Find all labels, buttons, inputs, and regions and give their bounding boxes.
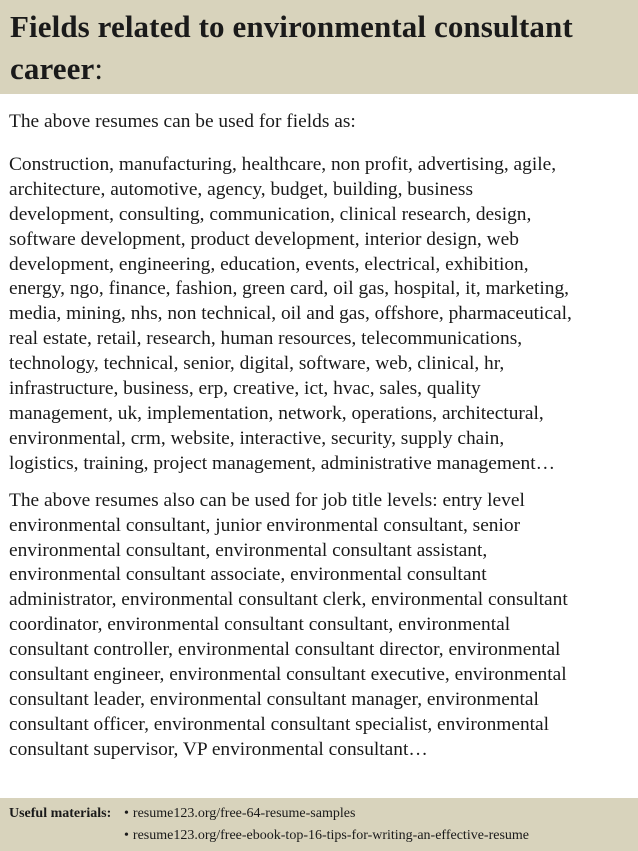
fields-line: media, mining, nhs, non technical, oil and gas, offshore, pharmaceutical, [9, 303, 572, 325]
fields-line: infrastructure, business, erp, creative, ict, hvac, sales, quality [9, 378, 481, 400]
fields-line: logistics, training, project management, administrative management… [9, 452, 556, 474]
useful-materials-footer [0, 798, 638, 851]
fields-line: Construction, manufacturing, healthcare, non profit, advertising, agile, [9, 153, 557, 175]
page-title-colon: : [94, 51, 104, 86]
resume-samples-link[interactable]: resume123.org/free-64-resume-samples [132, 806, 356, 821]
page-title [10, 6, 630, 90]
fields-line: environmental, crm, website, interactive, security, supply chain, [9, 427, 505, 449]
job-levels-paragraph [9, 489, 633, 763]
footer-link-item [124, 827, 529, 845]
job-levels-line: consultant officer, environmental consultant specialist, environmental [9, 713, 550, 735]
page-title-text: Fields related to environmental consultant career [10, 9, 573, 86]
fields-line: development, consulting, communication, clinical research, design, [9, 203, 532, 225]
job-levels-line: consultant supervisor, VP environmental consultant… [9, 738, 428, 760]
useful-materials-label [9, 805, 111, 823]
fields-line: development, engineering, education, events, electrical, exhibition, [9, 253, 529, 275]
job-levels-line: environmental consultant, environmental consultant assistant, [9, 539, 488, 561]
useful-materials-label-text: Useful materials [9, 806, 107, 821]
job-levels-line: The above resumes also can be used for job title levels: entry level [9, 489, 525, 511]
job-levels-line: consultant engineer, environmental consultant executive, environmental [9, 664, 567, 686]
title-band [0, 0, 638, 94]
job-levels-line: administrator, environmental consultant clerk, environmental consultant [9, 589, 568, 611]
job-levels-line: consultant controller, environmental consultant director, environmental [9, 639, 561, 661]
fields-line: real estate, retail, research, human resources, telecommunications, [9, 328, 523, 350]
main-content [9, 110, 633, 763]
useful-materials-label-colon: : [106, 806, 112, 821]
fields-line: energy, ngo, finance, fashion, green card, oil gas, hospital, it, marketing, [9, 278, 570, 300]
job-levels-line: consultant leader, environmental consultant manager, environmental [9, 688, 539, 710]
bullet-icon: • [124, 806, 129, 821]
fields-line: management, uk, implementation, network, operations, architectural, [9, 402, 544, 424]
ebook-tips-link[interactable]: resume123.org/free-ebook-top-16-tips-for-writing-an-effective-resume [132, 828, 530, 843]
job-levels-line: coordinator, environmental consultant consultant, environmental [9, 614, 511, 636]
job-levels-line: environmental consultant associate, environmental consultant [9, 564, 487, 586]
bullet-icon: • [124, 828, 129, 843]
job-levels-line: environmental consultant, junior environmental consultant, senior [9, 514, 521, 536]
fields-paragraph [9, 153, 633, 477]
footer-link-item [124, 805, 355, 823]
intro-text: The above resumes can be used for fields as: [9, 111, 356, 132]
fields-line: architecture, automotive, agency, budget, building, business [9, 178, 473, 200]
fields-line: technology, technical, senior, digital, software, web, clinical, hr, [9, 353, 505, 375]
fields-line: software development, product development, interior design, web [9, 228, 519, 250]
